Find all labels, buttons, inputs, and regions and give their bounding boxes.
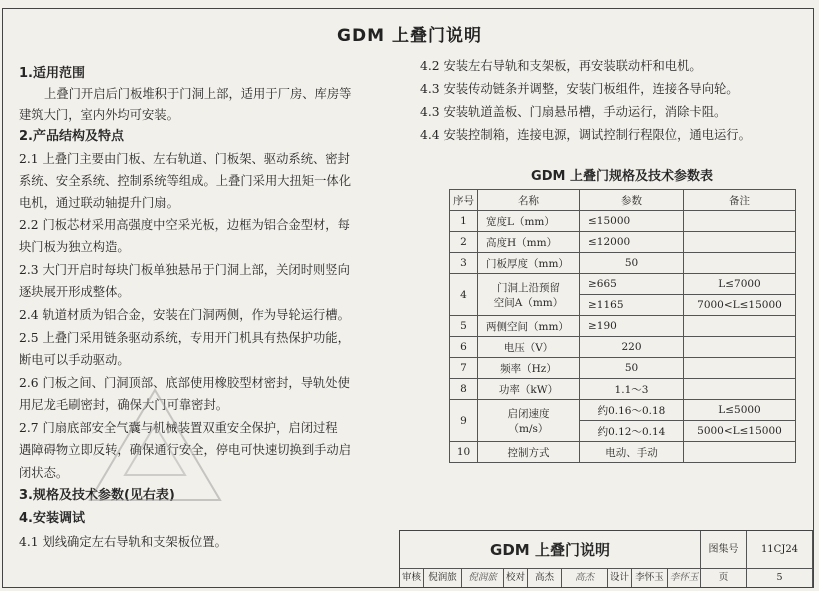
table-row (450, 358, 796, 379)
table-row (450, 337, 796, 358)
checker-signature: 高杰 (562, 569, 608, 587)
text-line: 电机，通过联动轴提升门扇。 (19, 196, 179, 210)
table-row (450, 253, 796, 274)
table-row (450, 274, 796, 295)
text-line: 2.5 上叠门采用链条驱动系统，专用开门机具有热保护功能， (19, 331, 350, 345)
text-line: 块门板为独立构造。 (19, 240, 130, 254)
table-cell: 50 (580, 253, 684, 274)
reviewer-name: 倪润旅 (424, 569, 462, 587)
section-heading-structure: 2.产品结构及特点 (19, 129, 124, 144)
table-cell: ≥190 (580, 316, 684, 337)
table-cell: 7000<L≤15000 (684, 295, 796, 316)
signature-row (400, 569, 813, 587)
table-header: 名称 (478, 190, 580, 211)
review-label: 审核 (400, 569, 424, 587)
page-number: 5 (747, 569, 813, 587)
table-header: 序号 (450, 190, 478, 211)
table-cell: L≤5000 (684, 400, 796, 421)
table-cell: 宽度L（mm） (478, 211, 580, 232)
checker-name: 高杰 (528, 569, 562, 587)
text-line: 系统、安全系统、控制系统等组成。上叠门采用大扭矩一体化 (19, 174, 352, 188)
table-cell (684, 211, 796, 232)
table-cell: 门板厚度（mm） (478, 253, 580, 274)
text-line: 遇障碍物立即反转，确保通行安全，停电可快速切换到手动启 (19, 443, 352, 457)
table-cell (684, 253, 796, 274)
table-header: 参数 (580, 190, 684, 211)
table-cell: ≥665 (580, 274, 684, 295)
table-cell: 7 (450, 358, 478, 379)
table-cell: 4 (450, 274, 478, 316)
table-cell: 8 (450, 379, 478, 400)
table-cell: 50 (580, 358, 684, 379)
table-cell: 功率（kW） (478, 379, 580, 400)
text-line: 建筑大门，室内外均可安装。 (19, 108, 179, 122)
table-cell: 2 (450, 232, 478, 253)
text-line: 上叠门开启后门板堆积于门洞上部，适用于厂房、库房等 (44, 87, 352, 101)
text-line: 4.3 安装轨道盖板、门扇悬吊槽，手动运行，消除卡阻。 (420, 105, 727, 119)
designer-signature: 李怀玉 (668, 569, 701, 587)
table-row (450, 442, 796, 463)
table-cell (478, 274, 580, 316)
designer-name: 李怀玉 (632, 569, 668, 587)
table-cell: 220 (580, 337, 684, 358)
table-cell (684, 442, 796, 463)
table-cell: 5000<L≤15000 (684, 421, 796, 442)
table-row (450, 232, 796, 253)
title-block (399, 530, 814, 588)
table-cell-line: 门洞上沿预留 (497, 281, 560, 294)
table-cell-line: 启闭速度 (507, 407, 550, 420)
table-cell (684, 316, 796, 337)
table-cell: ≤15000 (580, 211, 684, 232)
table-row (450, 211, 796, 232)
text-line: 4.3 安装传动链条并调整，安装门板组件，连接各导向轮。 (420, 82, 739, 96)
table-cell-line: （m/s） (508, 422, 549, 435)
watermark-stamp (80, 380, 230, 510)
text-line: 2.2 门板芯材采用高强度中空采光板，边框为铝合金型材，每 (19, 218, 350, 232)
check-label: 校对 (504, 569, 528, 587)
table-header-row (450, 190, 796, 211)
table-cell: ≥1165 (580, 295, 684, 316)
table-title: GDM 上叠门规格及技术参数表 (531, 169, 713, 184)
reviewer-signature: 倪润旅 (462, 569, 504, 587)
table-cell: 1 (450, 211, 478, 232)
table-cell: 3 (450, 253, 478, 274)
text-line: 用尼龙毛刷密封，确保大门可靠密封。 (19, 398, 229, 412)
table-cell: 电动、手动 (580, 442, 684, 463)
table-cell (684, 232, 796, 253)
text-line: 4.1 划线确定左右导轨和支架板位置。 (19, 535, 227, 549)
text-line: 4.2 安装左右导轨和支架板，再安装联动杆和电机。 (420, 59, 702, 73)
table-cell: 1.1～3 (580, 379, 684, 400)
text-line: 4.4 安装控制箱，连接电源，调试控制行程限位，通电运行。 (420, 128, 751, 142)
table-row (450, 316, 796, 337)
table-cell: 电压（V） (478, 337, 580, 358)
table-row (450, 379, 796, 400)
table-cell: 高度H（mm） (478, 232, 580, 253)
design-label: 设计 (608, 569, 632, 587)
text-line: 2.7 门扇底部安全气囊与机械装置双重安全保护，启闭过程 (19, 421, 338, 435)
table-row (450, 400, 796, 421)
table-cell (478, 400, 580, 442)
table-cell: 约0.16～0.18 (580, 400, 684, 421)
section-heading-scope: 1.适用范围 (19, 66, 85, 81)
table-cell-line: 空间A（mm） (493, 296, 564, 309)
atlas-number: 11CJ24 (747, 531, 813, 569)
table-cell: 频率（Hz） (478, 358, 580, 379)
text-line: 断电可以手动驱动。 (19, 353, 130, 367)
page-label: 页 (701, 569, 747, 587)
text-line: 逐块展开形成整体。 (19, 285, 130, 299)
table-cell: 两侧空间（mm） (478, 316, 580, 337)
table-cell (684, 337, 796, 358)
text-line: 2.1 上叠门主要由门板、左右轨道、门板架、驱动系统、密封 (19, 152, 350, 166)
table-cell (684, 379, 796, 400)
text-line: 2.6 门板之间、门洞顶部、底部使用橡胶型材密封，导轨处使 (19, 376, 350, 390)
table-cell: L≤7000 (684, 274, 796, 295)
text-line: 闭状态。 (19, 466, 69, 480)
table-cell: 6 (450, 337, 478, 358)
atlas-label: 图集号 (701, 531, 747, 569)
table-cell (684, 358, 796, 379)
title-block-name: GDM 上叠门说明 (400, 531, 701, 569)
section-heading-specs: 3.规格及技术参数(见右表) (19, 488, 175, 503)
table-cell: 控制方式 (478, 442, 580, 463)
text-line: 2.4 轨道材质为铝合金，安装在门洞两侧，作为导轮运行槽。 (19, 308, 350, 322)
table-cell: 10 (450, 442, 478, 463)
table-cell: 约0.12～0.14 (580, 421, 684, 442)
text-line: 2.3 大门开启时每块门板单独悬吊于门洞上部，关闭时则竖向 (19, 263, 350, 277)
table-cell: ≤12000 (580, 232, 684, 253)
spec-table (449, 189, 796, 463)
page-title: GDM 上叠门说明 (337, 26, 482, 46)
section-heading-install: 4.安装调试 (19, 511, 85, 526)
table-cell: 5 (450, 316, 478, 337)
table-cell: 9 (450, 400, 478, 442)
table-header: 备注 (684, 190, 796, 211)
